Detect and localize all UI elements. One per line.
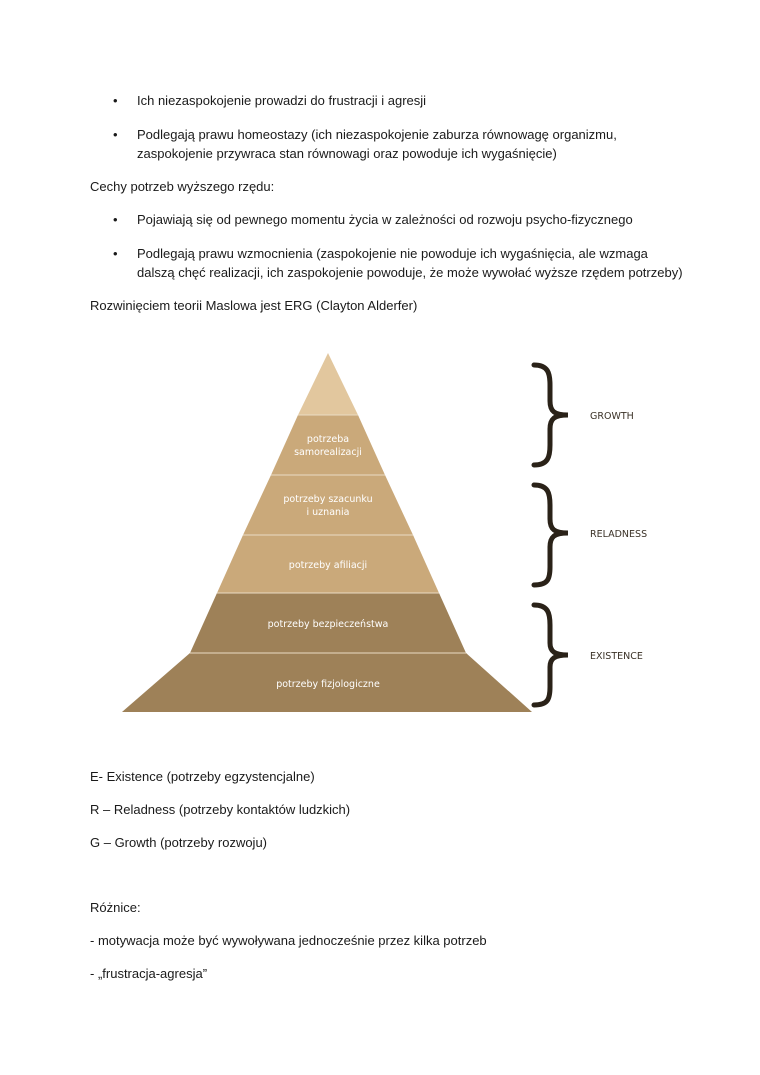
level-label: potrzeby fizjologiczne <box>276 679 380 690</box>
group-label-reladness: RELADNESS <box>590 529 648 540</box>
group-label-existence: EXISTENCE <box>590 651 643 662</box>
bullet-marker: • <box>113 127 118 142</box>
difference-item: - „frustracja-agresja” <box>90 966 208 981</box>
maslow-erg-pyramid <box>0 345 760 765</box>
section-heading-higher-needs: Cechy potrzeb wyższego rzędu: <box>90 179 275 194</box>
pyramid-level-esteem <box>243 475 413 535</box>
level-label: potrzeba <box>306 434 350 445</box>
brace-reladness <box>534 485 568 585</box>
group-label-growth: GROWTH <box>590 411 634 422</box>
level-label: potrzeby bezpieczeństwa <box>267 619 389 630</box>
bullet-marker: • <box>113 212 118 227</box>
level-label: potrzeby szacunku <box>283 494 373 505</box>
bullet-text: Ich niezaspokojenie prowadzi do frustracji i agresji <box>137 93 427 108</box>
bullet-text-continuation: zaspokojenie przywraca stan równowagi oraz powoduje ich wygaśnięcie) <box>137 146 557 161</box>
erg-growth: G – Growth (potrzeby rozwoju) <box>90 835 268 850</box>
bullet-text: Podlegają prawu wzmocnienia (zaspokojenie nie powoduje ich wygaśnięcia, ale wzmaga <box>137 246 648 261</box>
differences-heading: Różnice: <box>90 900 141 915</box>
erg-intro-text: Rozwinięciem teorii Maslowa jest ERG (Clayton Alderfer) <box>90 298 418 313</box>
bullet-marker: • <box>113 93 118 108</box>
brace-existence <box>534 605 568 705</box>
bullet-text: Podlegają prawu homeostazy (ich niezaspokojenie zaburza równowagę organizmu, <box>137 127 617 142</box>
erg-reladness: R – Reladness (potrzeby kontaktów ludzkich) <box>90 802 351 817</box>
bullet-text: Pojawiają się od pewnego momentu życia w zależności od rozwoju psycho-fizycznego <box>137 212 633 227</box>
pyramid-level-top <box>298 353 358 415</box>
level-label: potrzeby afiliacji <box>288 560 368 571</box>
pyramid-level-self-actualization <box>271 415 385 475</box>
level-label: samorealizacji <box>294 447 362 458</box>
bullet-marker: • <box>113 246 118 261</box>
level-label: i uznania <box>306 507 350 518</box>
brace-growth <box>534 365 568 465</box>
erg-existence: E- Existence (potrzeby egzystencjalne) <box>90 769 315 784</box>
difference-item: - motywacja może być wywoływana jednocześnie przez kilka potrzeb <box>90 933 487 948</box>
bullet-text-continuation: dalszą chęć realizacji, ich zaspokojenie powoduje, że może wywołać wyższe rzędem potrzeby) <box>137 265 683 280</box>
